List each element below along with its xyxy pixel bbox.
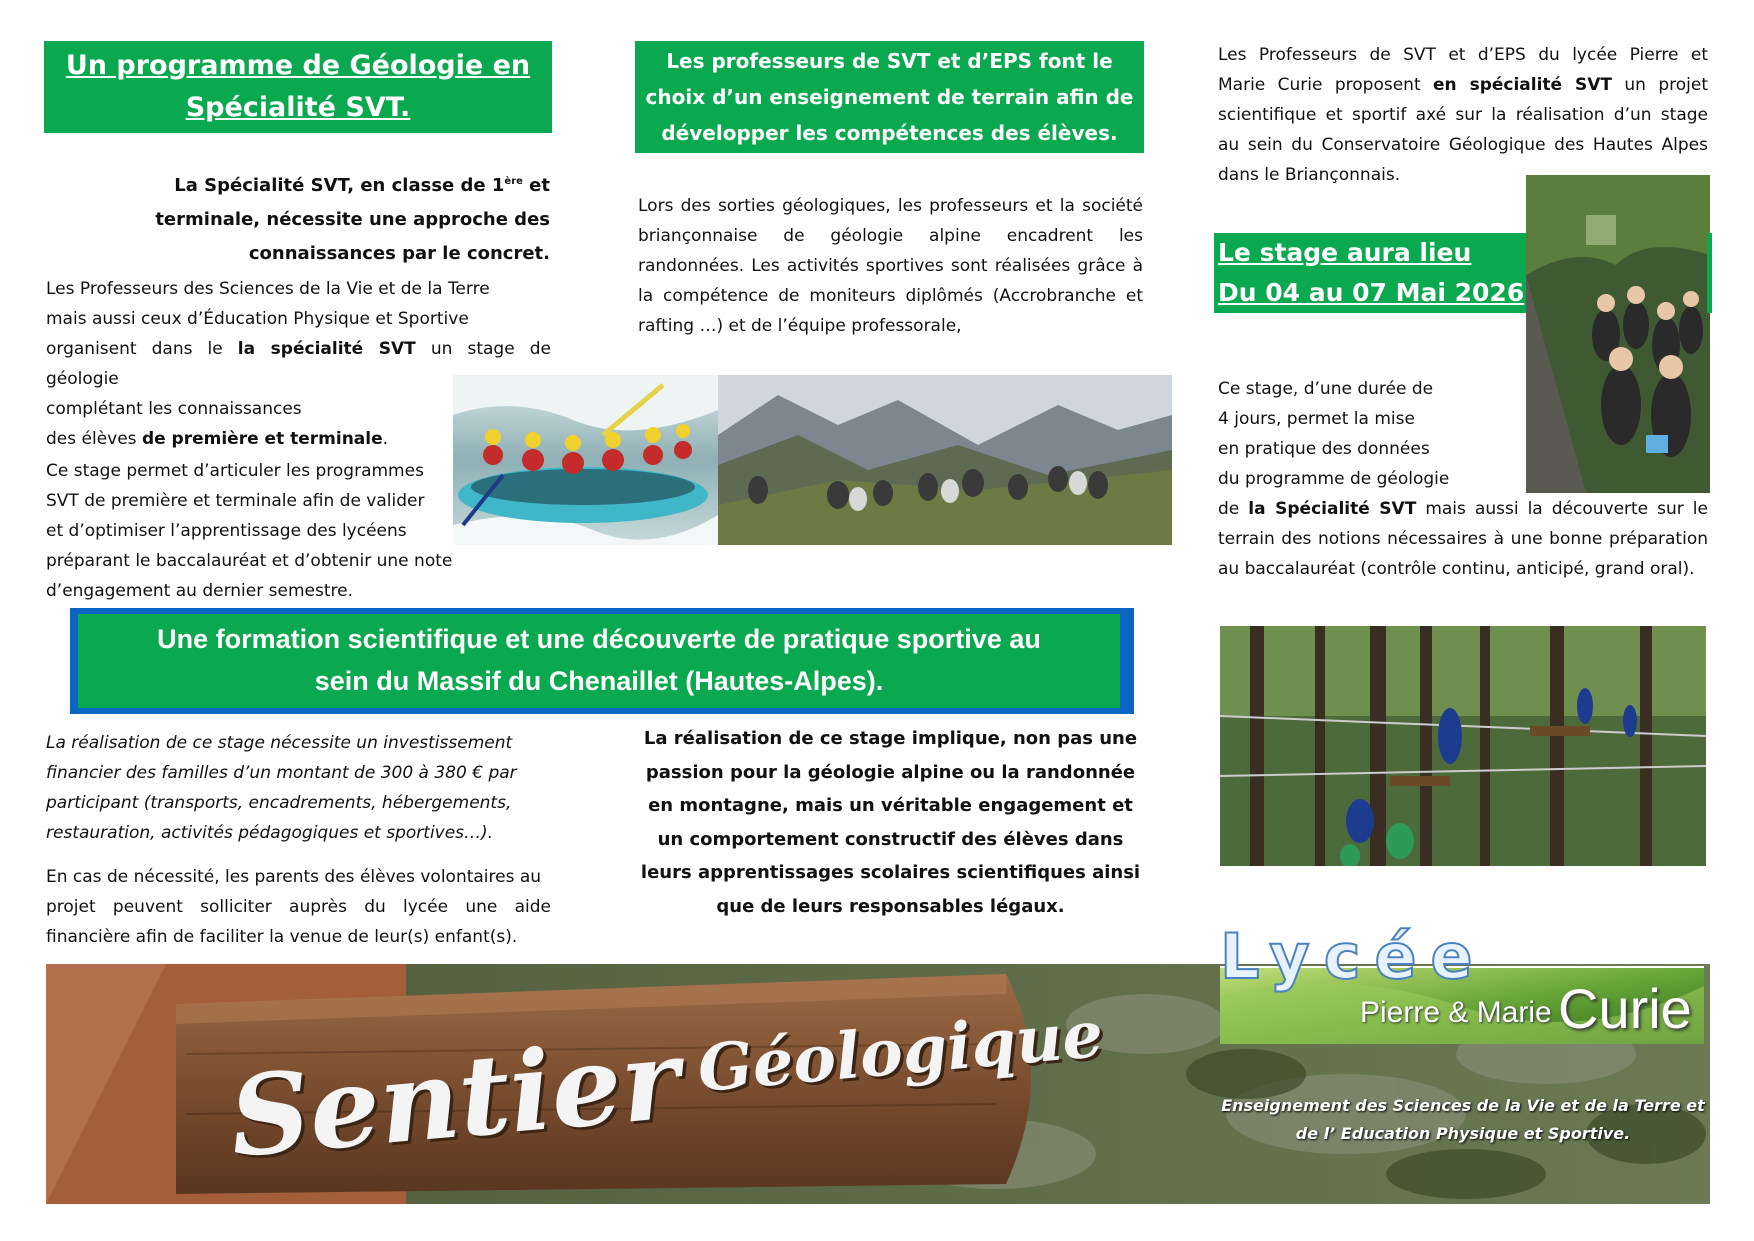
heading-line: choix d’un enseignement de terrain afin de <box>645 85 1134 109</box>
caption-line: de l’ Education Physique et Sportive. <box>1295 1124 1631 1143</box>
text-line: Lors des sorties géologiques, les professeurs et la société <box>638 196 1143 216</box>
text-line: financière afin de faciliter la venue de leur(s) enfant(s). <box>46 927 518 947</box>
title-box <box>44 41 552 133</box>
text-line: préparant le baccalauréat et d’obtenir une note <box>46 551 453 571</box>
caption-line: Enseignement des Sciences de la Vie et de la Terre et <box>1221 1096 1705 1115</box>
banner-box <box>78 614 1120 708</box>
text-line: du programme de géologie <box>1218 469 1450 489</box>
finance-aid-paragraph <box>46 862 551 952</box>
col2-heading-box <box>635 41 1144 153</box>
text-line: que de leurs responsables légaux. <box>716 895 1065 917</box>
text-line: SVT de première et terminale afin de valider <box>46 491 425 511</box>
heading-line: Les professeurs de SVT et d’EPS font le <box>666 49 1113 73</box>
accrobranche-photo <box>1220 626 1706 866</box>
text-line: dans le Briançonnais. <box>1218 165 1401 185</box>
text-line: Ce stage, d’une durée de <box>1218 379 1434 399</box>
text-line: projet peuvent solliciter auprès du lycée une aide <box>46 897 551 917</box>
text-line: d’engagement au dernier semestre. <box>46 581 353 601</box>
text-line: de la Spécialité SVT mais aussi la découverte sur le <box>1218 499 1708 519</box>
text-line: passion pour la géologie alpine ou la randonnée <box>645 761 1136 783</box>
banner-line-2: sein du Massif du Chenaillet (Hautes-Alpes). <box>314 666 884 696</box>
text-line: restauration, activités pédagogiques et sportives…). <box>46 823 494 843</box>
rafting-photo <box>453 375 718 545</box>
text-line: au baccalauréat (contrôle continu, anticipé, grand oral). <box>1218 559 1695 579</box>
title-line-2: Spécialité SVT. <box>185 92 411 123</box>
text-line: un comportement constructif des élèves dans <box>657 828 1124 850</box>
col3-paragraph-2 <box>1218 374 1708 584</box>
text-line: organisent dans le la spécialité SVT un stage de géologie <box>46 339 551 389</box>
text-line: et d’optimiser l’apprentissage des lycéens <box>46 521 407 541</box>
stage-date-box <box>1214 233 1526 313</box>
text-line: Les Professeurs de SVT et d’EPS du lycée Pierre et <box>1218 45 1708 65</box>
engagement-paragraph <box>638 722 1143 923</box>
text-line: mais aussi ceux d’Éducation Physique et Sportive <box>46 309 469 329</box>
finance-paragraph <box>46 728 551 848</box>
text-line: En cas de nécessité, les parents des élèves volontaires au <box>46 867 542 887</box>
col2-paragraph-1 <box>638 191 1143 341</box>
text-line: randonnées. Les activités sportives sont réalisées grâce à <box>638 256 1143 276</box>
text-line: La réalisation de ce stage implique, non pas une <box>643 728 1138 749</box>
heading-line: développer les compétences des élèves. <box>661 121 1118 145</box>
text-line: des élèves de première et terminale. <box>46 429 389 449</box>
text-line: rafting …) et de l’équipe professorale, <box>638 316 962 336</box>
sign-word-2: Géologique <box>694 996 1106 1108</box>
text-line: complétant les connaissances <box>46 399 302 419</box>
text-line: scientifique et sportif axé sur la réalisation d’un stage <box>1218 105 1708 125</box>
title-line-1: Un programme de Géologie en <box>65 50 531 81</box>
mountain-hikers-photo <box>718 375 1172 545</box>
logo-word-pierre-marie: Pierre & Marie <box>1360 996 1552 1029</box>
text-line: 4 jours, permet la mise <box>1218 409 1415 429</box>
text-line: Ce stage permet d’articuler les programmes <box>46 461 424 481</box>
stage-line-2: Du 04 au 07 Mai 2026 <box>1218 278 1525 307</box>
text-line: financier des familles d’un montant de 300 à 380 € par <box>46 763 517 783</box>
text-line: Marie Curie proposent en spécialité SVT un projet <box>1218 75 1708 95</box>
stage-line-1: Le stage aura lieu <box>1218 238 1472 267</box>
text-line: briançonnaise de géologie alpine encadrent les <box>638 226 1143 246</box>
col1-paragraph-2 <box>46 456 466 606</box>
intro-line-1: La Spécialité SVT, en classe de 1ère et <box>174 175 550 196</box>
text-line: en montagne, mais un véritable engagement et <box>648 795 1133 816</box>
stage-date-box-edge <box>1707 233 1712 313</box>
text-line: participant (transports, encadrements, hébergements, <box>46 793 512 813</box>
text-line: au sein du Conservatoire Géologique des Hautes Alpes <box>1218 135 1708 155</box>
lycee-logo <box>1220 926 1704 1044</box>
intro-line-3: connaissances par le concret. <box>248 243 550 264</box>
text-line: terrain des notions nécessaires à une bonne préparation <box>1218 529 1708 549</box>
footer-caption <box>1218 1092 1708 1148</box>
text-line: La réalisation de ce stage nécessite un investissement <box>46 733 513 753</box>
intro-bold <box>110 165 550 271</box>
logo-word-curie: Curie <box>1558 977 1692 1040</box>
text-line: en pratique des données <box>1218 439 1430 459</box>
col3-paragraph-1 <box>1218 40 1708 190</box>
logo-word-lycee: Lycée <box>1220 926 1487 993</box>
text-line: Les Professeurs des Sciences de la Vie et de la Terre <box>46 279 490 299</box>
banner-line-1: Une formation scientifique et une découverte de pratique sportive au <box>157 624 1041 654</box>
text-line: leurs apprentissages scolaires scientifiques ainsi <box>640 862 1141 883</box>
sign-word-1: Sentier <box>224 1014 685 1182</box>
intro-line-2: terminale, nécessite une approche des <box>155 209 550 230</box>
text-line: la compétence de moniteurs diplômés (Accrobranche et <box>638 286 1143 306</box>
